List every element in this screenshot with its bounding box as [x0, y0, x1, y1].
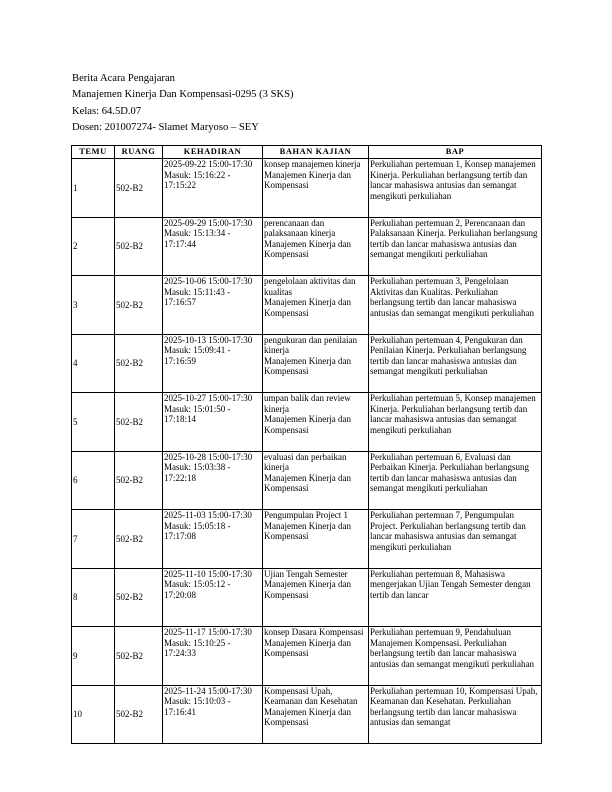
schedule-time: 2025-09-22 15:00-17:30 — [164, 159, 253, 169]
ruang-cell: 502-B2 — [115, 451, 163, 510]
bahan-kajian-cell — [263, 393, 369, 452]
schedule-time: 2025-11-24 15:00-17:30 — [164, 685, 252, 696]
temu-cell: 3 — [72, 276, 115, 335]
check-in-time: Masuk: 15:10:03 - 17:16:41 — [164, 696, 231, 717]
kehadiran-cell — [163, 510, 263, 569]
table-row — [72, 685, 542, 744]
kehadiran-cell — [163, 627, 263, 686]
lecturer-name: Dosen: 201007274- Slamet Maryoso – SEY — [72, 122, 259, 134]
bahan-kajian-cell — [263, 159, 369, 218]
bahan-kajian-cell — [263, 568, 369, 627]
column-header-temu: TEMU — [72, 146, 115, 159]
bahan-kajian-cell — [263, 276, 369, 335]
topic-text: pengelolaan aktivitas dan kualitas — [264, 276, 356, 297]
kehadiran-cell — [163, 276, 263, 335]
schedule-time: 2025-11-10 15:00-17:30 — [164, 568, 252, 579]
check-in-time: Masuk: 15:16:22 - 17:15:22 — [164, 169, 231, 190]
temu-cell: 10 — [72, 685, 115, 744]
bap-cell: Perkuliahan pertemuan 6, Evaluasi dan Perbaikan Kinerja. Perkuliahan berlangsung tertib dan lancar mahasiswa antusias dan semangat mengikuti perkuliahan — [369, 451, 542, 510]
kehadiran-cell — [163, 217, 263, 276]
ruang-cell: 502-B2 — [115, 393, 163, 452]
kehadiran-cell — [163, 568, 263, 627]
check-in-time: Masuk: 15:03:38 - 17:22:18 — [164, 462, 231, 483]
bap-cell: Perkuliahan pertemuan 1, Konsep manajemen Kinerja. Perkuliahan berlangsung tertib dan lancar mahasiswa antusias dan semangat mengikuti perkuliahan — [369, 159, 542, 218]
schedule-time: 2025-09-29 15:00-17:30 — [164, 217, 253, 228]
course-text: Manajemen Kinerja dan Kompensasi — [264, 472, 351, 493]
topic-text: konsep manajemen kinerja — [264, 159, 361, 169]
topic-text: konsep Dasara Kompensasi — [264, 627, 364, 637]
kehadiran-cell — [163, 393, 263, 452]
table-row — [72, 276, 542, 335]
table-header-row — [72, 146, 542, 159]
bahan-kajian-cell — [263, 685, 369, 744]
table-row — [72, 510, 542, 569]
check-in-time: Masuk: 15:05:12 - 17:20:08 — [164, 579, 231, 600]
ruang-cell: 502-B2 — [115, 276, 163, 335]
ruang-cell: 502-B2 — [115, 685, 163, 744]
column-header-kehadiran: KEHADIRAN — [163, 146, 263, 159]
schedule-time: 2025-11-03 15:00-17:30 — [164, 510, 252, 520]
course-text: Manajemen Kinerja dan Kompensasi — [264, 238, 351, 259]
schedule-time: 2025-10-27 15:00-17:30 — [164, 393, 253, 403]
check-in-time: Masuk: 15:13:34 - 17:17:44 — [164, 228, 231, 249]
course-text: Manajemen Kinerja dan Kompensasi — [264, 355, 351, 376]
temu-cell: 6 — [72, 451, 115, 510]
course-text: Manajemen Kinerja dan Kompensasi — [264, 520, 351, 541]
column-header-bahan-kajian: BAHAN KAJIAN — [263, 146, 369, 159]
course-text: Manajemen Kinerja dan Kompensasi — [264, 169, 351, 190]
table-row — [72, 159, 542, 218]
course-text: Manajemen Kinerja dan Kompensasi — [264, 706, 351, 727]
bap-cell: Perkuliahan pertemuan 2, Perencanaan dan Palaksanaan Kinerja. Perkuliahan berlangsung tertib dan lancar mahasiswa antusias dan semangat mengikuti perkuliahan — [369, 217, 542, 276]
table-row — [72, 217, 542, 276]
bap-cell: Perkuliahan pertemuan 10, Kompensasi Upah, Keamanan dan Kesehatan. Perkuliahan berlangsung tertib dan lancar mahasiswa antusias dan semangat — [369, 685, 542, 744]
ruang-cell: 502-B2 — [115, 159, 163, 218]
schedule-time: 2025-10-06 15:00-17:30 — [164, 276, 253, 286]
temu-cell: 8 — [72, 568, 115, 627]
kehadiran-cell — [163, 159, 263, 218]
ruang-cell: 502-B2 — [115, 627, 163, 686]
document-title: Berita Acara Pengajaran — [72, 73, 175, 84]
topic-text: Pengumpulan Project 1 — [264, 510, 348, 520]
table-row — [72, 334, 542, 393]
bap-cell: Perkuliahan pertemuan 7, Pengumpulan Project. Perkuliahan berlangsung tertib dan lancar mahasiswa antusias dan semangat mengikuti perkuliahan — [369, 510, 542, 569]
ruang-cell: 502-B2 — [115, 334, 163, 393]
temu-cell: 4 — [72, 334, 115, 393]
bahan-kajian-cell — [263, 510, 369, 569]
temu-cell: 9 — [72, 627, 115, 686]
bap-cell: Perkuliahan pertemuan 3, Pengelolaan Aktivitas dan Kualitas. Perkuliahan berlangsung tertib dan lancar mahasiswa antusias dan semangat mengikuti perkuliahan — [369, 276, 542, 335]
kehadiran-cell — [163, 685, 263, 744]
bap-cell: Perkuliahan pertemuan 9, Pendahuluan Manajemen Kompensasi. Perkuliahan berlangsung tertib dan lancar mahasiswa antusias dan semangat mengikuti perkuliahan — [369, 627, 542, 686]
course-name: Manajemen Kinerja Dan Kompensasi-0295 (3 SKS) — [72, 89, 294, 101]
bahan-kajian-cell — [263, 451, 369, 510]
column-header-ruang: RUANG — [115, 146, 163, 159]
check-in-time: Masuk: 15:05:18 - 17:17:08 — [164, 520, 231, 541]
schedule-time: 2025-11-17 15:00-17:30 — [164, 627, 252, 637]
temu-cell: 7 — [72, 510, 115, 569]
ruang-cell: 502-B2 — [115, 568, 163, 627]
check-in-time: Masuk: 15:10:25 - 17:24:33 — [164, 637, 231, 658]
check-in-time: Masuk: 15:11:43 - 17:16:57 — [164, 286, 231, 307]
topic-text: evaluasi dan perbaikan kinerja — [264, 451, 347, 472]
schedule-time: 2025-10-13 15:00-17:30 — [164, 334, 253, 345]
course-text: Manajemen Kinerja dan Kompensasi — [264, 297, 351, 318]
attendance-table — [71, 145, 542, 744]
check-in-time: Masuk: 15:09:41 - 17:16:59 — [164, 345, 231, 366]
class-name: Kelas: 64.5D.07 — [72, 105, 142, 117]
ruang-cell: 502-B2 — [115, 510, 163, 569]
bap-cell: Perkuliahan pertemuan 4, Pengukuran dan Penilaian Kinerja. Perkuliahan berlangsung tertib dan lancar mahasiswa antusias dan semangat mengikuti perkuliahan — [369, 334, 542, 393]
course-text: Manajemen Kinerja dan Kompensasi — [264, 637, 351, 658]
topic-text: pengukuran dan penilaian kinerja — [264, 334, 357, 355]
bap-cell: Perkuliahan pertemuan 5, Konsep manajemen Kinerja. Perkuliahan berlangsung tertib dan lancar mahasiswa antusias dan semangat mengikuti perkuliahan — [369, 393, 542, 452]
topic-text: Kompensasi Upah, Keamanan dan Kesehatan — [264, 685, 358, 706]
column-header-bap: BAP — [369, 146, 542, 159]
bahan-kajian-cell — [263, 627, 369, 686]
document-header — [72, 71, 294, 137]
bahan-kajian-cell — [263, 334, 369, 393]
table-row — [72, 393, 542, 452]
course-text: Manajemen Kinerja dan Kompensasi — [264, 579, 351, 600]
bahan-kajian-cell — [263, 217, 369, 276]
kehadiran-cell — [163, 334, 263, 393]
kehadiran-cell — [163, 451, 263, 510]
table-row — [72, 568, 542, 627]
topic-text: Ujian Tengah Semester — [264, 568, 348, 579]
check-in-time: Masuk: 15:01:50 - 17:18:14 — [164, 403, 231, 424]
topic-text: umpan balik dan review kinerja — [264, 393, 351, 414]
temu-cell: 1 — [72, 159, 115, 218]
temu-cell: 5 — [72, 393, 115, 452]
temu-cell: 2 — [72, 217, 115, 276]
ruang-cell: 502-B2 — [115, 217, 163, 276]
course-text: Manajemen Kinerja dan Kompensasi — [264, 414, 351, 435]
schedule-time: 2025-10-28 15:00-17:30 — [164, 451, 253, 462]
table-row — [72, 627, 542, 686]
topic-text: perencanaan dan palaksanaan kinerja — [264, 217, 336, 238]
bap-cell: Perkuliahan pertemuan 8, Mahasiswa mengerjakan Ujian Tengah Semester dengan tertib dan lancar — [369, 568, 542, 627]
table-row — [72, 451, 542, 510]
